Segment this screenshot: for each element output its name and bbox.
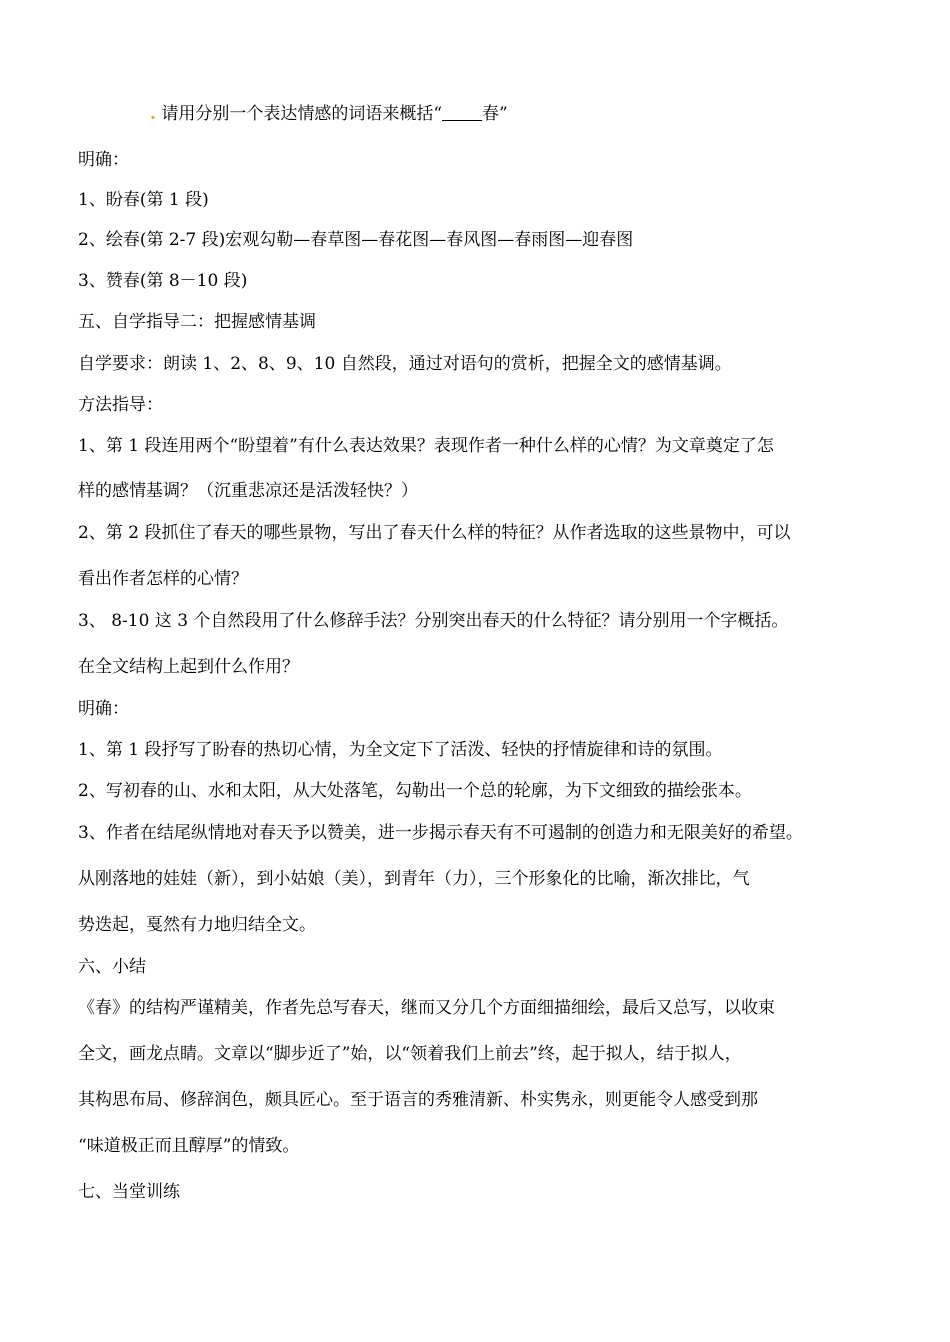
text-line: 样的感情基调？（沉重悲凉还是活泼轻快？） bbox=[78, 481, 418, 501]
text-line: 在全文结构上起到什么作用？ bbox=[78, 657, 299, 677]
text-line: 势迭起，戛然有力地归结全文。 bbox=[78, 915, 316, 935]
text-line: 方法指导： bbox=[78, 395, 163, 415]
text-line: 3、赞春(第 8－10 段) bbox=[78, 271, 248, 291]
text-line: 3、 8-10 这 3 个自然段用了什么修辞手法？分别突出春天的什么特征？请分别用一个字概括。 bbox=[78, 611, 789, 631]
text-line: 1、第 1 段连用两个“盼望着”有什么表达效果？表现作者一种什么样的心情？为文章奠定了怎 bbox=[78, 436, 774, 456]
question-text-end: 春” bbox=[482, 104, 508, 124]
text-line: “味道极正而且醇厚”的情致。 bbox=[78, 1136, 300, 1156]
text-line: 3、作者在结尾纵情地对春天予以赞美，进一步揭示春天有不可遏制的创造力和无限美好的希望。 bbox=[78, 823, 803, 843]
text-line: 明确： bbox=[78, 150, 129, 170]
text-line: 自学要求：朗读 1、2、8、9、10 自然段，通过对语句的赏析，把握全文的感情基调。 bbox=[78, 354, 732, 374]
section-heading: 七、当堂训练 bbox=[78, 1182, 180, 1202]
text-line: 2、写初春的山、水和太阳，从大处落笔，勾勒出一个总的轮廓，为下文细致的描绘张本。 bbox=[78, 781, 752, 801]
text-line: 2、第 2 段抓住了春天的哪些景物，写出了春天什么样的特征？从作者选取的这些景物中，可以 bbox=[78, 523, 791, 543]
text-line: 1、盼春(第 1 段) bbox=[78, 190, 209, 210]
text-line: 明确： bbox=[78, 699, 129, 719]
section-heading: 五、自学指导二：把握感情基调 bbox=[78, 312, 316, 332]
bullet-dot-icon: . bbox=[150, 104, 156, 124]
question-line bbox=[150, 103, 508, 125]
fill-blank bbox=[442, 104, 482, 121]
text-line: 《春》的结构严谨精美，作者先总写春天，继而又分几个方面细描细绘，最后又总写，以收束 bbox=[78, 998, 775, 1018]
text-line: 2、绘春(第 2-7 段)宏观勾勒—春草图—春花图—春风图—春雨图—迎春图 bbox=[78, 230, 634, 250]
section-heading: 六、小结 bbox=[78, 957, 146, 977]
text-line: 看出作者怎样的心情？ bbox=[78, 569, 248, 589]
text-line: 从刚落地的娃娃（新），到小姑娘（美），到青年（力），三个形象化的比喻，渐次排比，气 bbox=[78, 869, 750, 889]
question-text: 请用分别一个表达情感的词语来概括“ bbox=[161, 104, 443, 124]
text-line: 全文，画龙点睛。文章以“脚步近了”始，以“领着我们上前去”终，起于拟人，结于拟人， bbox=[78, 1044, 742, 1064]
text-line: 1、第 1 段抒写了盼春的热切心情，为全文定下了活泼、轻快的抒情旋律和诗的氛围。 bbox=[78, 740, 723, 760]
text-line: 其构思布局、修辞润色，颇具匠心。至于语言的秀雅清新、朴实隽永，则更能令人感受到那 bbox=[78, 1090, 758, 1110]
